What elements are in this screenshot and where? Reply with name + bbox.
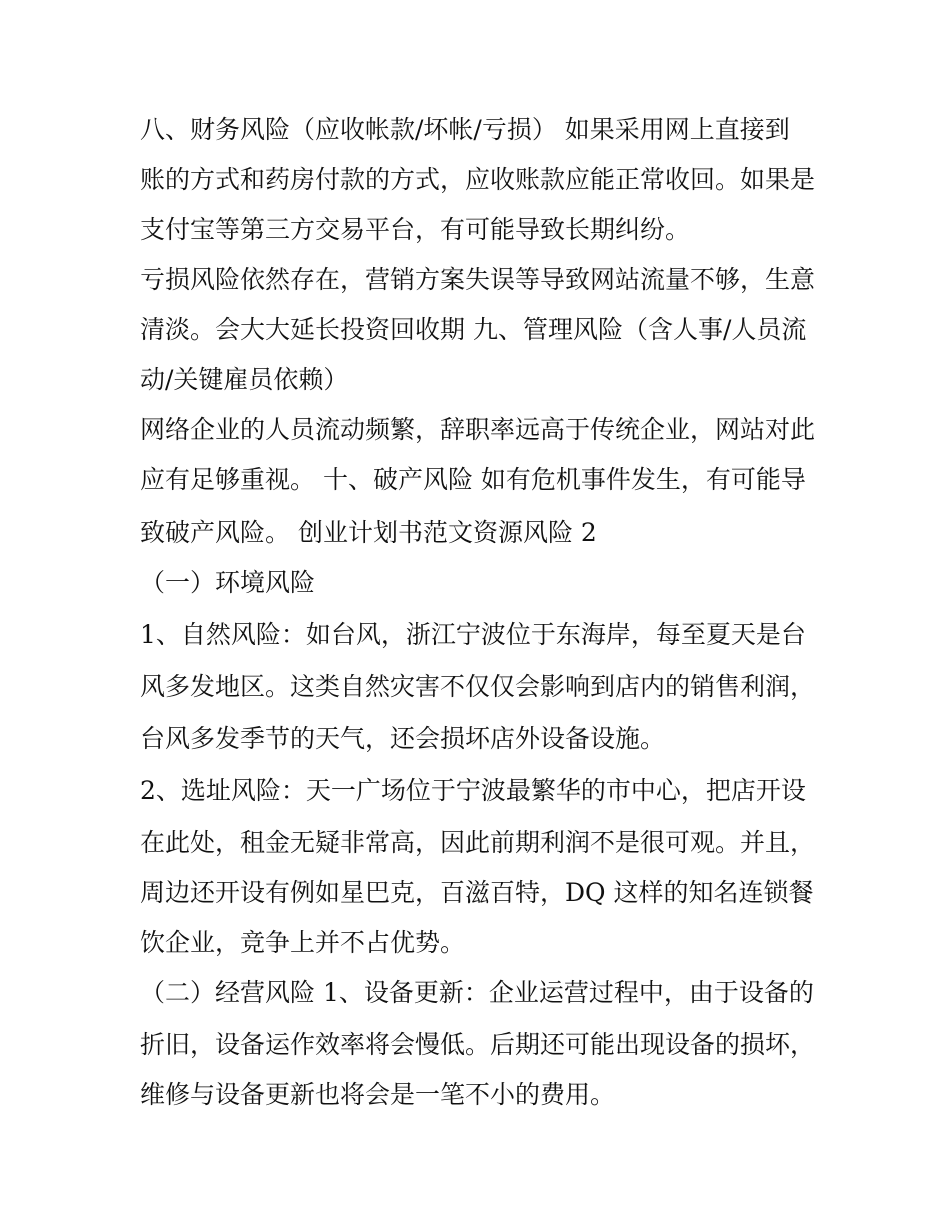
- text-line: 1、自然风险：如台风，浙江宁波位于东海岸，每至夏天是台: [140, 620, 806, 649]
- text-line: 在此处，租金无疑非常高，因此前期利润不是很可观。并且，: [140, 828, 816, 857]
- text-line: 八、财务风险（应收帐款/坏帐/亏损） 如果采用网上直接到: [140, 115, 790, 144]
- text-line: 支付宝等第三方交易平台，有可能导致长期纠纷。: [140, 215, 691, 244]
- text-line: 致破产风险。 创业计划书范文资源风险 2: [140, 518, 597, 547]
- text-line: 风多发地区。这类自然灾害不仅仅会影响到店内的销售利润，: [140, 672, 816, 701]
- text-line: 折旧，设备运作效率将会慢低。后期还可能出现设备的损坏，: [140, 1030, 816, 1059]
- text-line: 2、选址风险：天一广场位于宁波最繁华的市中心，把店开设: [140, 776, 806, 805]
- text-line: 应有足够重视。 十、破产风险 如有危机事件发生，有可能导: [140, 465, 806, 494]
- section-heading: （一）环境风险: [140, 568, 316, 597]
- text-line: 清淡。会大大延长投资回收期 九、管理风险（含人事/人员流: [140, 315, 807, 344]
- text-line: 网络企业的人员流动频繁，辞职率远高于传统企业，网站对此: [140, 415, 816, 444]
- text-line: 维修与设备更新也将会是一笔不小的费用。: [140, 1080, 616, 1109]
- text-line: 账的方式和药房付款的方式，应收账款应能正常收回。如果是: [140, 165, 816, 194]
- text-line: （二）经营风险 1、设备更新：企业运营过程中，由于设备的: [140, 978, 814, 1007]
- text-line: 动/关键雇员依赖）: [140, 365, 349, 394]
- text-line: 台风多发季节的天气，还会损坏店外设备设施。: [140, 724, 666, 753]
- text-line: 亏损风险依然存在，营销方案失误等导致网站流量不够，生意: [140, 265, 816, 294]
- text-line: 周边还开设有例如星巴克，百滋百特，DQ 这样的知名连锁餐: [140, 878, 814, 907]
- text-line: 饮企业，竞争上并不占优势。: [140, 928, 466, 957]
